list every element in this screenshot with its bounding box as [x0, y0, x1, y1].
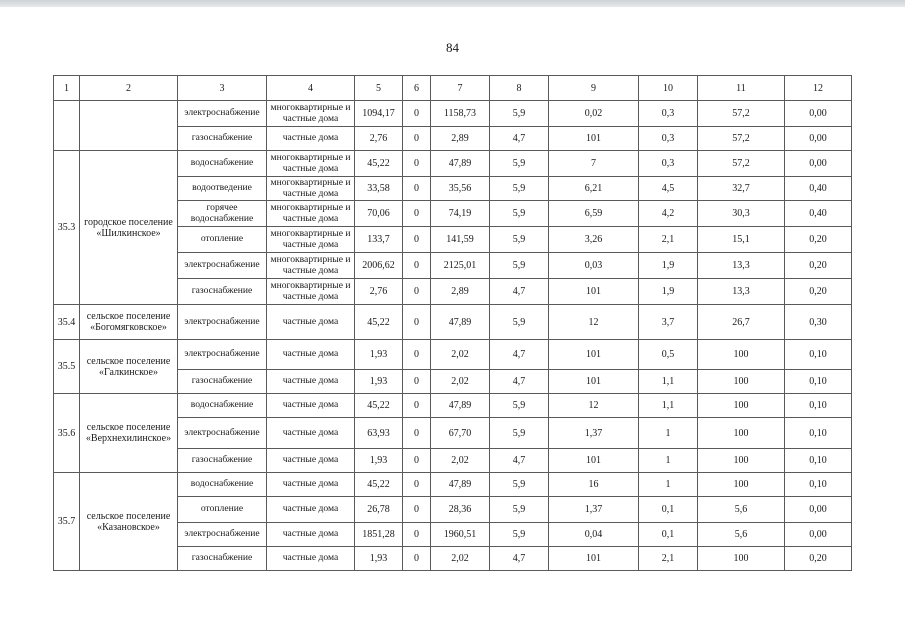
value-col6: 0: [403, 418, 431, 449]
value-col11: 5,6: [698, 523, 785, 547]
value-col8: 5,9: [490, 177, 549, 201]
utility-type: горячее водоснабжение: [178, 201, 267, 227]
value-col7: 2,02: [431, 547, 490, 571]
column-header: 6: [403, 76, 431, 101]
value-col8: 5,9: [490, 305, 549, 340]
utility-type: газоснабжение: [178, 370, 267, 394]
value-col11: 26,7: [698, 305, 785, 340]
value-col5: 70,06: [355, 201, 403, 227]
value-col7: 47,89: [431, 151, 490, 177]
utility-type: водоснабжение: [178, 394, 267, 418]
value-col9: 7: [549, 151, 639, 177]
settlement-name: сельское поселение «Казановское»: [80, 473, 178, 571]
value-col11: 13,3: [698, 253, 785, 279]
value-col12: 0,10: [785, 449, 852, 473]
settlement-name: сельское поселение «Богомягковское»: [80, 305, 178, 340]
value-col5: 26,78: [355, 497, 403, 523]
value-col8: 5,9: [490, 523, 549, 547]
data-table: [53, 75, 852, 571]
value-col7: 2,89: [431, 279, 490, 305]
value-col11: 100: [698, 547, 785, 571]
column-header: 7: [431, 76, 490, 101]
utility-type: электроснабжение: [178, 101, 267, 127]
value-col9: 1,37: [549, 497, 639, 523]
value-col10: 1,9: [639, 253, 698, 279]
value-col9: 101: [549, 449, 639, 473]
utility-type: электроснабжение: [178, 340, 267, 370]
value-col7: 2,02: [431, 340, 490, 370]
value-col11: 100: [698, 370, 785, 394]
value-col5: 45,22: [355, 473, 403, 497]
building-type: частные дома: [267, 127, 355, 151]
utility-type: электроснабжение: [178, 418, 267, 449]
value-col7: 2,02: [431, 449, 490, 473]
building-type: частные дома: [267, 523, 355, 547]
building-type: многоквартирные и частные дома: [267, 151, 355, 177]
building-type: частные дома: [267, 473, 355, 497]
value-col9: 3,26: [549, 227, 639, 253]
value-col10: 1,1: [639, 394, 698, 418]
value-col12: 0,10: [785, 394, 852, 418]
value-col6: 0: [403, 547, 431, 571]
value-col9: 0,03: [549, 253, 639, 279]
settlement-name: сельское поселение «Галкинское»: [80, 340, 178, 394]
value-col6: 0: [403, 279, 431, 305]
value-col12: 0,20: [785, 279, 852, 305]
value-col11: 15,1: [698, 227, 785, 253]
value-col6: 0: [403, 201, 431, 227]
value-col10: 0,3: [639, 127, 698, 151]
value-col10: 0,1: [639, 523, 698, 547]
group-number: 35.3: [54, 151, 80, 305]
value-col11: 30,3: [698, 201, 785, 227]
value-col12: 0,10: [785, 370, 852, 394]
value-col12: 0,00: [785, 497, 852, 523]
value-col8: 5,9: [490, 227, 549, 253]
value-col11: 100: [698, 340, 785, 370]
value-col10: 1,9: [639, 279, 698, 305]
value-col10: 1: [639, 449, 698, 473]
value-col5: 2,76: [355, 127, 403, 151]
value-col7: 2,89: [431, 127, 490, 151]
building-type: частные дома: [267, 449, 355, 473]
value-col12: 0,20: [785, 227, 852, 253]
value-col7: 35,56: [431, 177, 490, 201]
value-col10: 0,3: [639, 101, 698, 127]
value-col11: 5,6: [698, 497, 785, 523]
value-col5: 2,76: [355, 279, 403, 305]
building-type: многоквартирные и частные дома: [267, 279, 355, 305]
value-col8: 5,9: [490, 497, 549, 523]
value-col12: 0,10: [785, 418, 852, 449]
value-col8: 4,7: [490, 370, 549, 394]
value-col5: 133,7: [355, 227, 403, 253]
value-col6: 0: [403, 227, 431, 253]
building-type: частные дома: [267, 394, 355, 418]
value-col8: 4,7: [490, 340, 549, 370]
table-row: [54, 151, 852, 177]
utility-type: электроснабжение: [178, 523, 267, 547]
value-col11: 100: [698, 418, 785, 449]
building-type: частные дома: [267, 497, 355, 523]
value-col9: 101: [549, 279, 639, 305]
value-col8: 4,7: [490, 547, 549, 571]
value-col10: 0,1: [639, 497, 698, 523]
value-col10: 4,2: [639, 201, 698, 227]
value-col8: 4,7: [490, 449, 549, 473]
value-col6: 0: [403, 151, 431, 177]
value-col12: 0,00: [785, 523, 852, 547]
value-col9: 101: [549, 127, 639, 151]
value-col12: 0,00: [785, 151, 852, 177]
table-row: [54, 101, 852, 127]
value-col6: 0: [403, 340, 431, 370]
value-col5: 1851,28: [355, 523, 403, 547]
value-col10: 2,1: [639, 227, 698, 253]
value-col10: 2,1: [639, 547, 698, 571]
building-type: частные дома: [267, 340, 355, 370]
value-col10: 4,5: [639, 177, 698, 201]
value-col5: 1,93: [355, 449, 403, 473]
value-col8: 5,9: [490, 253, 549, 279]
table-row: [54, 473, 852, 497]
building-type: многоквартирные и частные дома: [267, 227, 355, 253]
value-col12: 0,00: [785, 101, 852, 127]
value-col7: 28,36: [431, 497, 490, 523]
value-col8: 5,9: [490, 201, 549, 227]
settlement-name: сельское поселение «Верхнехилинское»: [80, 394, 178, 473]
value-col9: 6,59: [549, 201, 639, 227]
value-col5: 2006,62: [355, 253, 403, 279]
value-col9: 101: [549, 340, 639, 370]
value-col7: 67,70: [431, 418, 490, 449]
value-col6: 0: [403, 177, 431, 201]
value-col6: 0: [403, 370, 431, 394]
building-type: частные дома: [267, 370, 355, 394]
value-col6: 0: [403, 473, 431, 497]
value-col12: 0,20: [785, 253, 852, 279]
value-col7: 74,19: [431, 201, 490, 227]
value-col6: 0: [403, 449, 431, 473]
value-col6: 0: [403, 394, 431, 418]
value-col12: 0,40: [785, 177, 852, 201]
value-col6: 0: [403, 523, 431, 547]
column-header: 12: [785, 76, 852, 101]
value-col8: 5,9: [490, 473, 549, 497]
value-col7: 2,02: [431, 370, 490, 394]
value-col7: 47,89: [431, 473, 490, 497]
value-col5: 33,58: [355, 177, 403, 201]
value-col9: 12: [549, 394, 639, 418]
column-header: 2: [80, 76, 178, 101]
value-col9: 101: [549, 370, 639, 394]
value-col11: 57,2: [698, 101, 785, 127]
utility-type: отопление: [178, 227, 267, 253]
value-col8: 5,9: [490, 418, 549, 449]
value-col9: 1,37: [549, 418, 639, 449]
value-col9: 16: [549, 473, 639, 497]
value-col5: 45,22: [355, 151, 403, 177]
column-header: 4: [267, 76, 355, 101]
settlement-name: городское поселение «Шилкинское»: [80, 151, 178, 305]
header-row: [54, 76, 852, 101]
building-type: частные дома: [267, 418, 355, 449]
value-col12: 0,00: [785, 127, 852, 151]
table-row: [54, 305, 852, 340]
utility-type: электроснабжение: [178, 305, 267, 340]
value-col7: 47,89: [431, 305, 490, 340]
value-col8: 5,9: [490, 101, 549, 127]
column-header: 11: [698, 76, 785, 101]
utility-type: отопление: [178, 497, 267, 523]
value-col6: 0: [403, 253, 431, 279]
building-type: частные дома: [267, 305, 355, 340]
value-col5: 1,93: [355, 340, 403, 370]
utility-type: газоснабжение: [178, 279, 267, 305]
value-col11: 100: [698, 449, 785, 473]
value-col5: 45,22: [355, 305, 403, 340]
column-header: 8: [490, 76, 549, 101]
column-header: 10: [639, 76, 698, 101]
utility-type: электроснабжение: [178, 253, 267, 279]
value-col5: 1,93: [355, 370, 403, 394]
value-col10: 1,1: [639, 370, 698, 394]
utility-type: газоснабжение: [178, 449, 267, 473]
page-number: 84: [446, 40, 459, 55]
value-col9: 6,21: [549, 177, 639, 201]
value-col10: 1: [639, 418, 698, 449]
value-col12: 0,30: [785, 305, 852, 340]
value-col8: 4,7: [490, 279, 549, 305]
utility-type: газоснабжение: [178, 547, 267, 571]
value-col12: 0,10: [785, 340, 852, 370]
utility-type: водоснабжение: [178, 473, 267, 497]
value-col11: 13,3: [698, 279, 785, 305]
value-col7: 2125,01: [431, 253, 490, 279]
value-col11: 57,2: [698, 127, 785, 151]
building-type: частные дома: [267, 547, 355, 571]
value-col6: 0: [403, 305, 431, 340]
table-body: [54, 76, 852, 571]
value-col9: 12: [549, 305, 639, 340]
value-col11: 57,2: [698, 151, 785, 177]
value-col10: 3,7: [639, 305, 698, 340]
group-number: 35.5: [54, 340, 80, 394]
column-header: 3: [178, 76, 267, 101]
building-type: многоквартирные и частные дома: [267, 101, 355, 127]
utility-type: водоснабжение: [178, 151, 267, 177]
value-col8: 5,9: [490, 394, 549, 418]
value-col10: 0,3: [639, 151, 698, 177]
value-col8: 4,7: [490, 127, 549, 151]
column-header: 5: [355, 76, 403, 101]
value-col5: 45,22: [355, 394, 403, 418]
settlement-name: [80, 101, 178, 151]
value-col6: 0: [403, 497, 431, 523]
building-type: многоквартирные и частные дома: [267, 253, 355, 279]
value-col5: 1094,17: [355, 101, 403, 127]
value-col12: 0,40: [785, 201, 852, 227]
building-type: многоквартирные и частные дома: [267, 201, 355, 227]
table-row: [54, 394, 852, 418]
group-number: 35.4: [54, 305, 80, 340]
value-col7: 1960,51: [431, 523, 490, 547]
top-edge-strip: [0, 0, 905, 7]
value-col5: 63,93: [355, 418, 403, 449]
value-col8: 5,9: [490, 151, 549, 177]
group-number: 35.6: [54, 394, 80, 473]
value-col6: 0: [403, 127, 431, 151]
value-col11: 100: [698, 394, 785, 418]
value-col11: 100: [698, 473, 785, 497]
building-type: многоквартирные и частные дома: [267, 177, 355, 201]
utility-type: водоотведение: [178, 177, 267, 201]
column-header: 1: [54, 76, 80, 101]
value-col7: 1158,73: [431, 101, 490, 127]
value-col9: 0,04: [549, 523, 639, 547]
value-col11: 32,7: [698, 177, 785, 201]
value-col7: 141,59: [431, 227, 490, 253]
value-col10: 1: [639, 473, 698, 497]
value-col12: 0,10: [785, 473, 852, 497]
utility-type: газоснабжение: [178, 127, 267, 151]
value-col9: 0,02: [549, 101, 639, 127]
value-col9: 101: [549, 547, 639, 571]
value-col12: 0,20: [785, 547, 852, 571]
value-col6: 0: [403, 101, 431, 127]
value-col5: 1,93: [355, 547, 403, 571]
group-number: [54, 101, 80, 151]
group-number: 35.7: [54, 473, 80, 571]
table-row: [54, 340, 852, 370]
column-header: 9: [549, 76, 639, 101]
value-col10: 0,5: [639, 340, 698, 370]
value-col7: 47,89: [431, 394, 490, 418]
